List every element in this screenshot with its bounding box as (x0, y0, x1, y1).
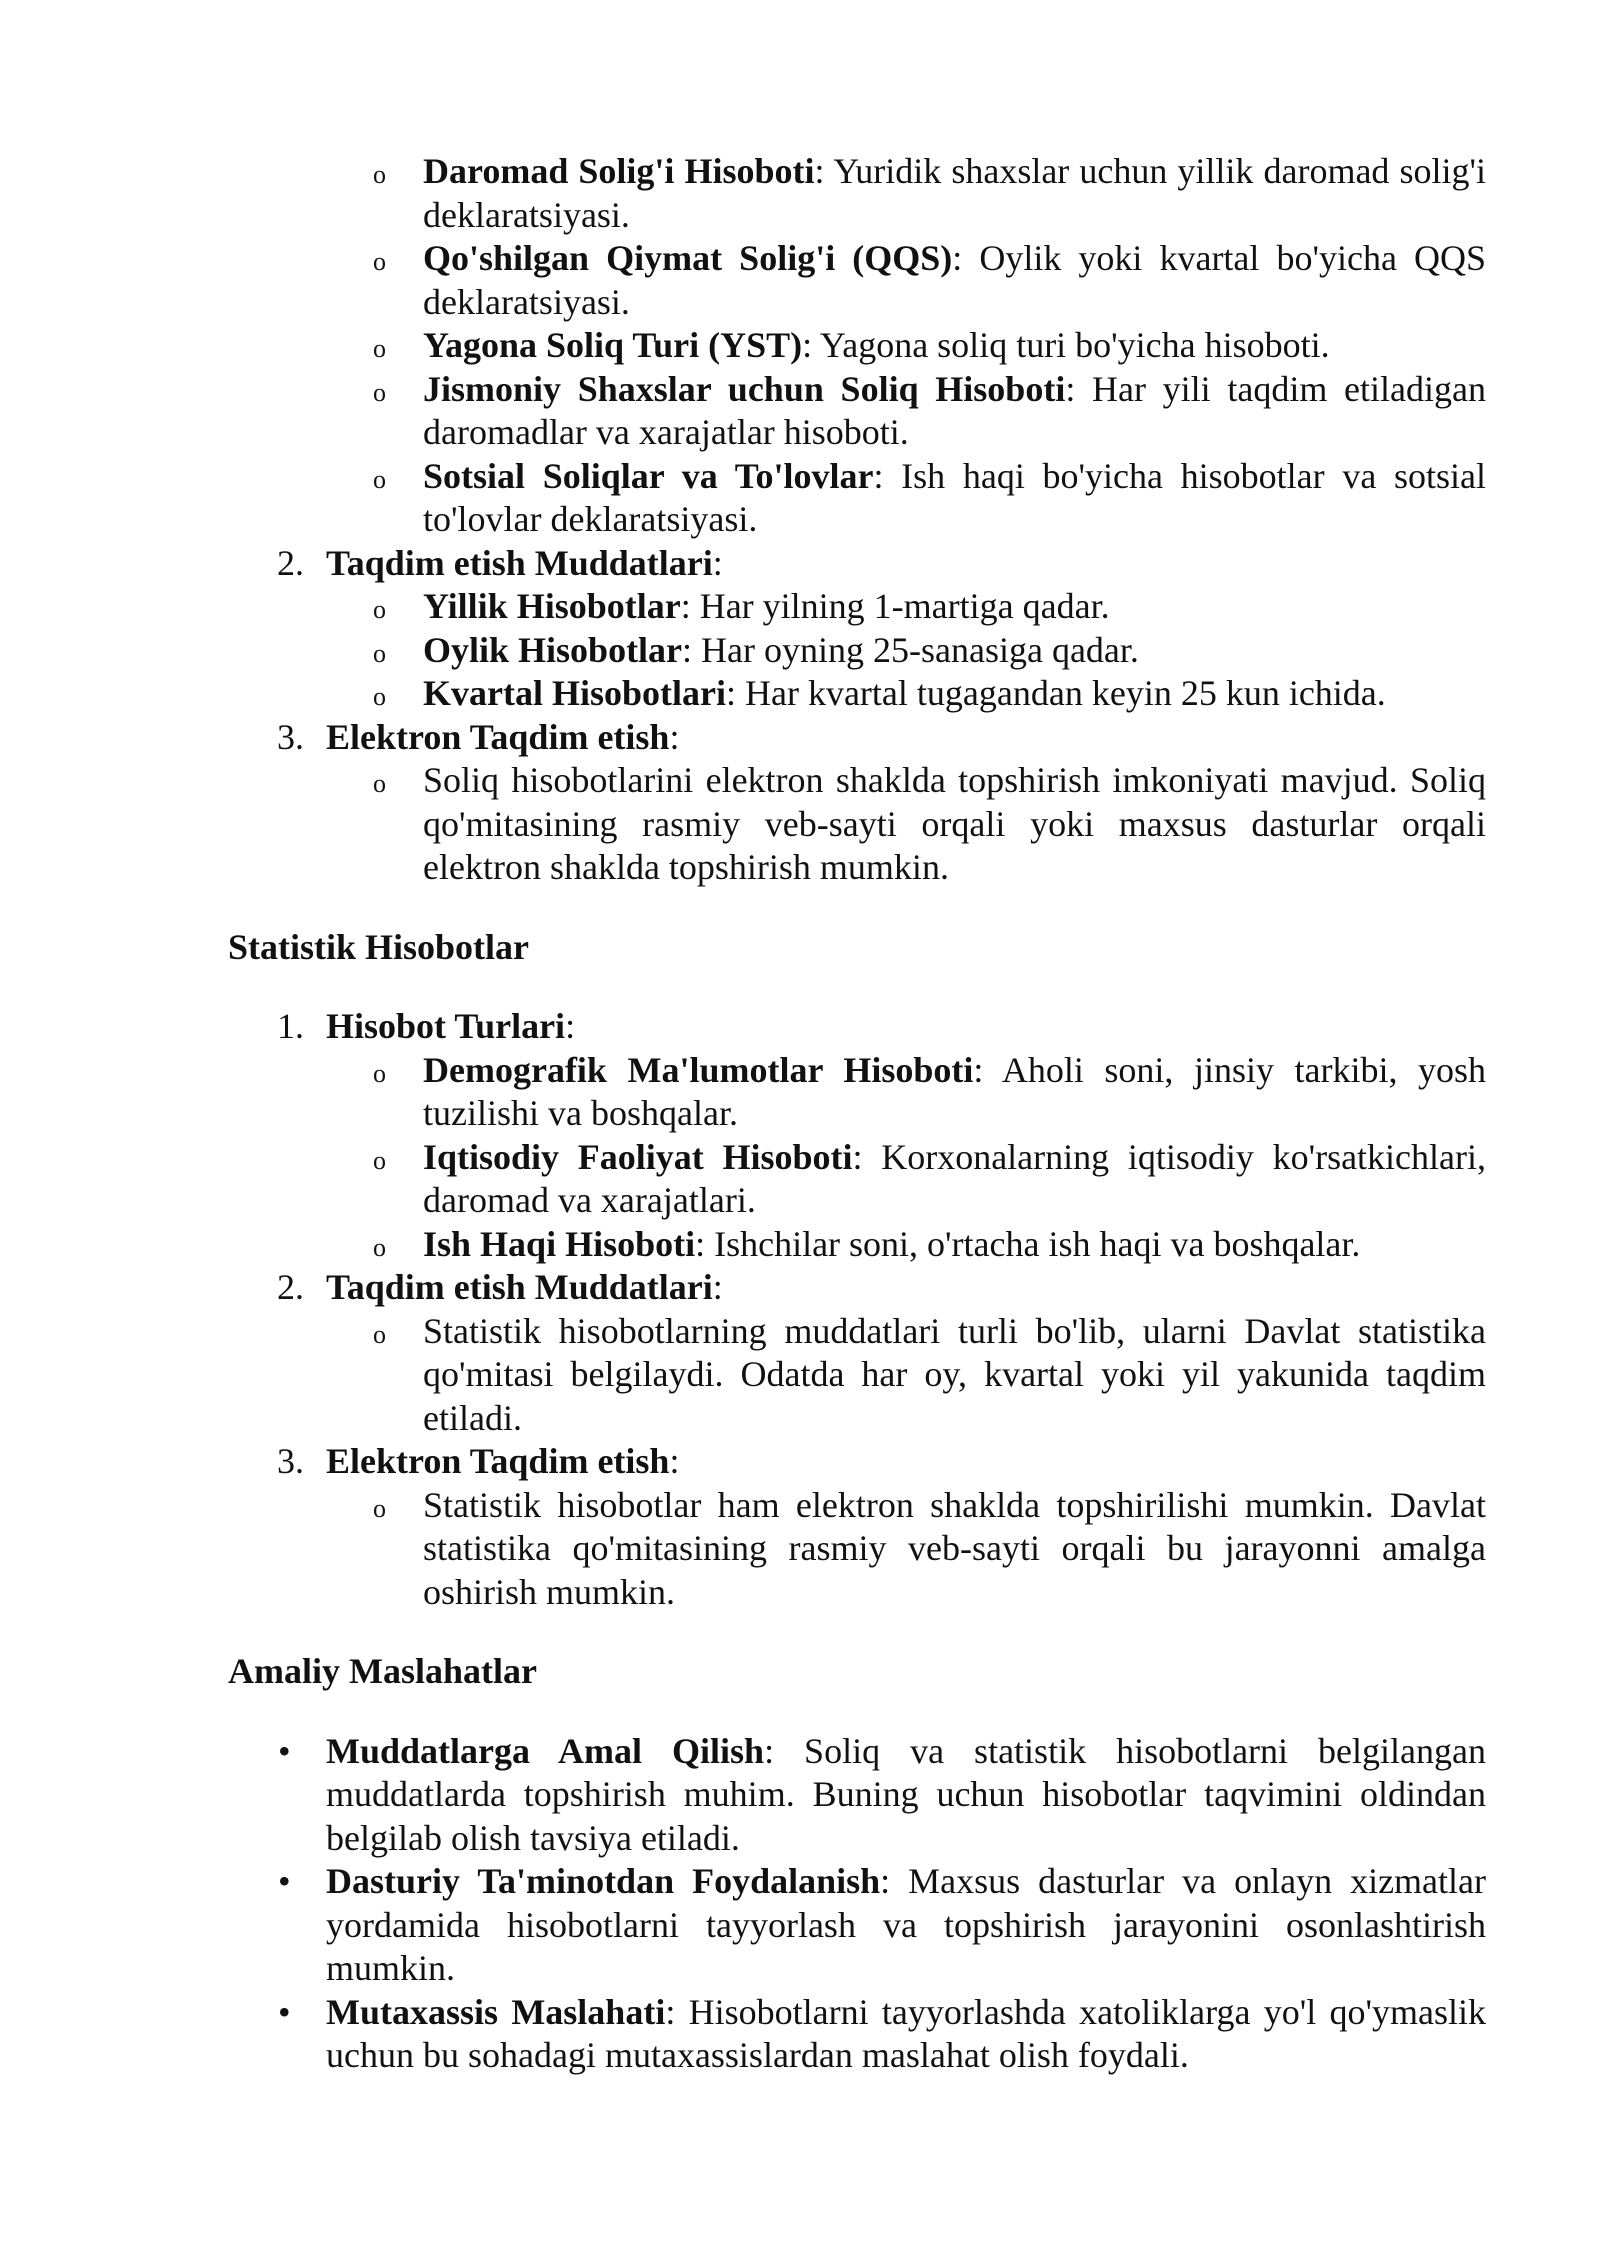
description: Soliq hisobotlarini elektron shaklda topshirish imkoniyati mavjud. Soliq qo'mitasining rasmiy veb-sayti orqali yoki maxsus dasturlar orqali elektron shaklda topshirish mumkin. (423, 760, 1486, 887)
number-marker: 3. (277, 716, 304, 757)
item-title: Taqdim etish Muddatlari (326, 542, 713, 583)
title-suffix: : (712, 542, 723, 583)
sub-item (228, 1223, 1486, 1267)
number-marker: 2. (277, 542, 304, 583)
section-heading-statistik: Statistik Hisobotlar (228, 926, 530, 967)
number-marker: 3. (277, 1441, 304, 1481)
description: Statistik hisobotlarning muddatlari turli bo'lib, ularni Davlat statistika qo'mitasi belgilaydi. Odatda har oy, kvartal yoki yil yakunida taqdim etiladi. (423, 1310, 1486, 1438)
term: Dasturiy Ta'minotdan Foydalanish (326, 1861, 881, 1901)
document-body (228, 150, 1486, 2078)
term: Oylik Hisobotlar (423, 629, 683, 670)
turlari-sublist (228, 1049, 1486, 1267)
term: Kvartal Hisobotlari (423, 673, 726, 713)
sub-bullet-marker: o (373, 464, 386, 494)
sub-bullet-marker: o (373, 1058, 386, 1088)
title-suffix: : (565, 1006, 576, 1046)
sub-bullet-marker: o (373, 595, 386, 624)
description: : Oylik yoki kvartal bo'yicha QQS deklaratsiyasi. (423, 238, 1486, 322)
item-title: Elektron Taqdim etish (326, 1441, 670, 1481)
title-suffix: : (669, 716, 680, 757)
term: Sotsial Soliqlar va To'lovlar (423, 455, 874, 496)
sub-item (228, 455, 1486, 542)
bullet-marker: • (278, 1861, 291, 1901)
soliq-continued-sublist (228, 150, 1486, 542)
item-title: Hisobot Turlari (326, 1006, 566, 1046)
term: Qo'shilgan Qiymat Solig'i (QQS) (423, 238, 953, 278)
sub-item (228, 629, 1486, 673)
numbered-item-elektron (228, 1440, 1486, 1484)
numbered-item-turlari (228, 1005, 1486, 1049)
sub-item (228, 368, 1486, 455)
title-suffix: : (669, 1441, 680, 1481)
sub-bullet-marker: o (373, 160, 386, 189)
bullet-marker: • (278, 1730, 291, 1771)
description: : Aholi soni, jinsiy tarkibi, yosh tuzilishi va boshqalar. (423, 1049, 1486, 1133)
sub-bullet-marker: o (373, 769, 386, 798)
sub-item (228, 1310, 1486, 1441)
description: : Korxonalarning iqtisodiy ko'rsatkichlari, daromad va xarajatlari. (423, 1136, 1487, 1220)
description: : Maxsus dasturlar va onlayn xizmatlar yordamida hisobotlarni tayyorlash va topshirish jarayonini osonlashtirish mumkin. (326, 1861, 1486, 1988)
sub-bullet-marker: o (373, 377, 386, 407)
sub-bullet-marker: o (373, 1319, 386, 1349)
description: Statistik hisobotlar ham elektron shaklda topshirilishi mumkin. Davlat statistika qo'mitasining rasmiy veb-sayti orqali bu jarayonni amalga oshirish mumkin. (423, 1484, 1486, 1612)
term: Iqtisodiy Faoliyat Hisoboti (423, 1136, 853, 1177)
numbered-item-elektron (228, 716, 1486, 760)
sub-item (228, 237, 1486, 324)
sub-bullet-marker: o (373, 1232, 386, 1262)
description: : Har yilning 1-martiga qadar. (680, 586, 1110, 626)
description: : Hisobotlarni tayyorlashda xatoliklarga yo'l qo'ymaslik uchun bu sohadagi mutaxassislardan maslahat olish foydali. (326, 1991, 1486, 2075)
term: Demografik Ma'lumotlar Hisoboti (423, 1049, 974, 1090)
section-heading-amaliy: Amaliy Maslahatlar (228, 1651, 537, 1691)
term: Muddatlarga Amal Qilish (326, 1730, 765, 1771)
numbered-item-muddatlar (228, 1266, 1486, 1310)
item-title: Taqdim etish Muddatlari (326, 1267, 713, 1307)
description: : Ish haqi bo'yicha hisobotlar va sotsial to'lovlar deklaratsiyasi. (423, 455, 1486, 539)
statistik-muddatlar-sublist (228, 1310, 1486, 1441)
statistik-elektron-sublist (228, 1484, 1486, 1615)
term: Mutaxassis Maslahati (326, 1991, 666, 2032)
sub-item (228, 585, 1486, 629)
bullet-item (228, 1991, 1486, 2078)
description: : Har kvartal tugagandan keyin 25 kun ichida. (725, 673, 1386, 713)
description: : Har oyning 25-sanasiga qadar. (682, 629, 1139, 670)
muddatlar-sublist (228, 585, 1486, 716)
sub-item (228, 1136, 1486, 1223)
title-suffix: : (712, 1267, 723, 1307)
term: Daromad Solig'i Hisoboti (423, 151, 815, 191)
sub-item (228, 1484, 1486, 1615)
sub-item (228, 324, 1486, 368)
sub-bullet-marker: o (373, 1493, 386, 1523)
number-marker: 2. (277, 1267, 304, 1307)
elektron-sublist (228, 759, 1486, 890)
bullet-item (228, 1860, 1486, 1991)
term: Yillik Hisobotlar (423, 586, 681, 626)
numbered-item-muddatlar (228, 542, 1486, 586)
sub-item (228, 150, 1486, 237)
sub-item (228, 672, 1486, 716)
sub-bullet-marker: o (373, 1145, 386, 1175)
description: : Ishchilar soni, o'rtacha ish haqi va boshqalar. (695, 1223, 1361, 1264)
sub-bullet-marker: o (373, 247, 386, 276)
item-title: Elektron Taqdim etish (326, 716, 670, 757)
sub-bullet-marker: o (373, 682, 386, 711)
description: : Har yili taqdim etiladigan daromadlar va xarajatlar hisoboti. (423, 368, 1487, 452)
sub-item (228, 1049, 1486, 1136)
description: : Yuridik shaxslar uchun yillik daromad solig'i deklaratsiyasi. (423, 151, 1486, 235)
sub-item (228, 759, 1486, 890)
term: Jismoniy Shaxslar uchun Soliq Hisoboti (423, 368, 1066, 409)
bullet-marker: • (278, 1991, 291, 2032)
description: : Yagona soliq turi bo'yicha hisoboti. (802, 325, 1330, 365)
bullet-item (228, 1730, 1486, 1861)
sub-bullet-marker: o (373, 334, 386, 363)
description: : Soliq va statistik hisobotlarni belgilangan muddatlarda topshirish muhim. Buning uchun hisobotlar taqvimini oldindan belgilab olish tavsiya etiladi. (326, 1730, 1486, 1858)
term: Yagona Soliq Turi (YST) (423, 325, 803, 365)
term: Ish Haqi Hisoboti (423, 1223, 696, 1264)
number-marker: 1. (277, 1006, 304, 1046)
sub-bullet-marker: o (373, 638, 386, 668)
